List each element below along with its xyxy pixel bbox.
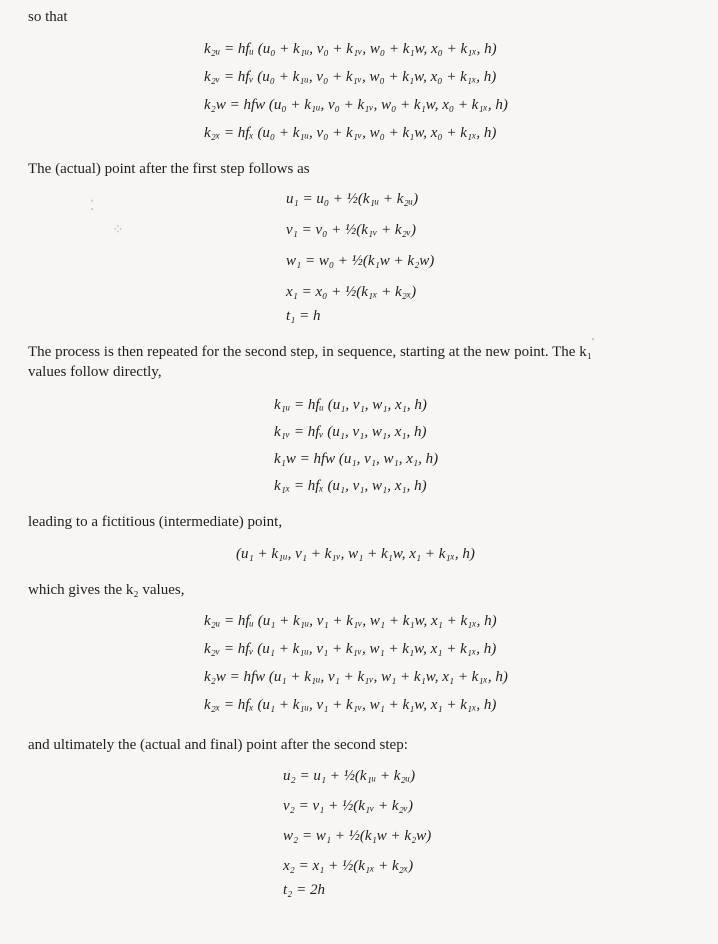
eq-intermediate-point: (u₁ + k₁ᵤ, v₁ + k₁ᵥ, w₁ + k₁w, x₁ + k₁ₓ, h) bbox=[236, 546, 475, 562]
scan-speck: ⁘ bbox=[112, 223, 124, 238]
eq-k1u-second: k₁ᵤ = hfᵤ (u₁, v₁, w₁, x₁, h) bbox=[274, 397, 427, 413]
eq-k2u-second: k₂ᵤ = hfᵤ (u₁ + k₁ᵤ, v₁ + k₁ᵥ, w₁ + k₁w, x₁ + k₁ₓ, h) bbox=[204, 613, 497, 629]
eq-x2: x₂ = x₁ + ½(k₁ₓ + k₂ₓ) bbox=[283, 858, 414, 874]
text-process-line1: The process is then repeated for the second step, in sequence, starting at the new point. The k₁ bbox=[28, 344, 592, 360]
eq-w2: w₂ = w₁ + ½(k₁w + k₂w) bbox=[283, 828, 432, 844]
eq-k1w-second: k₁w = hfw (u₁, v₁, w₁, x₁, h) bbox=[274, 451, 439, 467]
eq-k2x-first: k₂ₓ = hfₓ (u₀ + k₁ᵤ, v₀ + k₁ᵥ, w₀ + k₁w, x₀ + k₁ₓ, h) bbox=[204, 125, 497, 141]
text-which-gives: which gives the k₂ values, bbox=[28, 582, 185, 598]
eq-v1: v₁ = v₀ + ½(k₁ᵥ + k₂ᵥ) bbox=[286, 222, 416, 238]
text-ultimately: and ultimately the (actual and final) point after the second step: bbox=[28, 737, 408, 753]
eq-k2w-first: k₂w = hfw (u₀ + k₁ᵤ, v₀ + k₁ᵥ, w₀ + k₁w, x₀ + k₁ₓ, h) bbox=[204, 97, 508, 113]
eq-k2v-first: k₂ᵥ = hfᵥ (u₀ + k₁ᵤ, v₀ + k₁ᵥ, w₀ + k₁w, x₀ + k₁ₓ, h) bbox=[204, 69, 497, 85]
text-process-line2: values follow directly, bbox=[28, 364, 162, 380]
eq-k1x-second: k₁ₓ = hfₓ (u₁, v₁, w₁, x₁, h) bbox=[274, 478, 427, 494]
eq-k2v-second: k₂ᵥ = hfᵥ (u₁ + k₁ᵤ, v₁ + k₁ᵥ, w₁ + k₁w, x₁ + k₁ₓ, h) bbox=[204, 641, 497, 657]
eq-u1: u₁ = u₀ + ½(k₁ᵤ + k₂ᵤ) bbox=[286, 191, 419, 207]
text-so-that: so that bbox=[28, 9, 68, 25]
eq-t2: t₂ = 2h bbox=[283, 882, 326, 898]
eq-k2w-second: k₂w = hfw (u₁ + k₁ᵤ, v₁ + k₁ᵥ, w₁ + k₁w, x₁ + k₁ₓ, h) bbox=[204, 669, 508, 685]
eq-u2: u₂ = u₁ + ½(k₁ᵤ + k₂ᵤ) bbox=[283, 768, 416, 784]
eq-t1: t₁ = h bbox=[286, 308, 321, 324]
scan-speck: ⁚ bbox=[90, 199, 95, 214]
scan-speck: ⸼ bbox=[592, 326, 596, 341]
eq-v2: v₂ = v₁ + ½(k₁ᵥ + k₂ᵥ) bbox=[283, 798, 413, 814]
eq-k2x-second: k₂ₓ = hfₓ (u₁ + k₁ᵤ, v₁ + k₁ᵥ, w₁ + k₁w, x₁ + k₁ₓ, h) bbox=[204, 697, 497, 713]
text-leading: leading to a fictitious (intermediate) point, bbox=[28, 514, 283, 530]
eq-k2u-first: k₂ᵤ = hfᵤ (u₀ + k₁ᵤ, v₀ + k₁ᵥ, w₀ + k₁w, x₀ + k₁ₓ, h) bbox=[204, 41, 497, 57]
text-actual-point: The (actual) point after the first step follows as bbox=[28, 161, 310, 177]
eq-k1v-second: k₁ᵥ = hfᵥ (u₁, v₁, w₁, x₁, h) bbox=[274, 424, 427, 440]
eq-w1: w₁ = w₀ + ½(k₁w + k₂w) bbox=[286, 253, 435, 269]
eq-x1: x₁ = x₀ + ½(k₁ₓ + k₂ₓ) bbox=[286, 284, 417, 300]
